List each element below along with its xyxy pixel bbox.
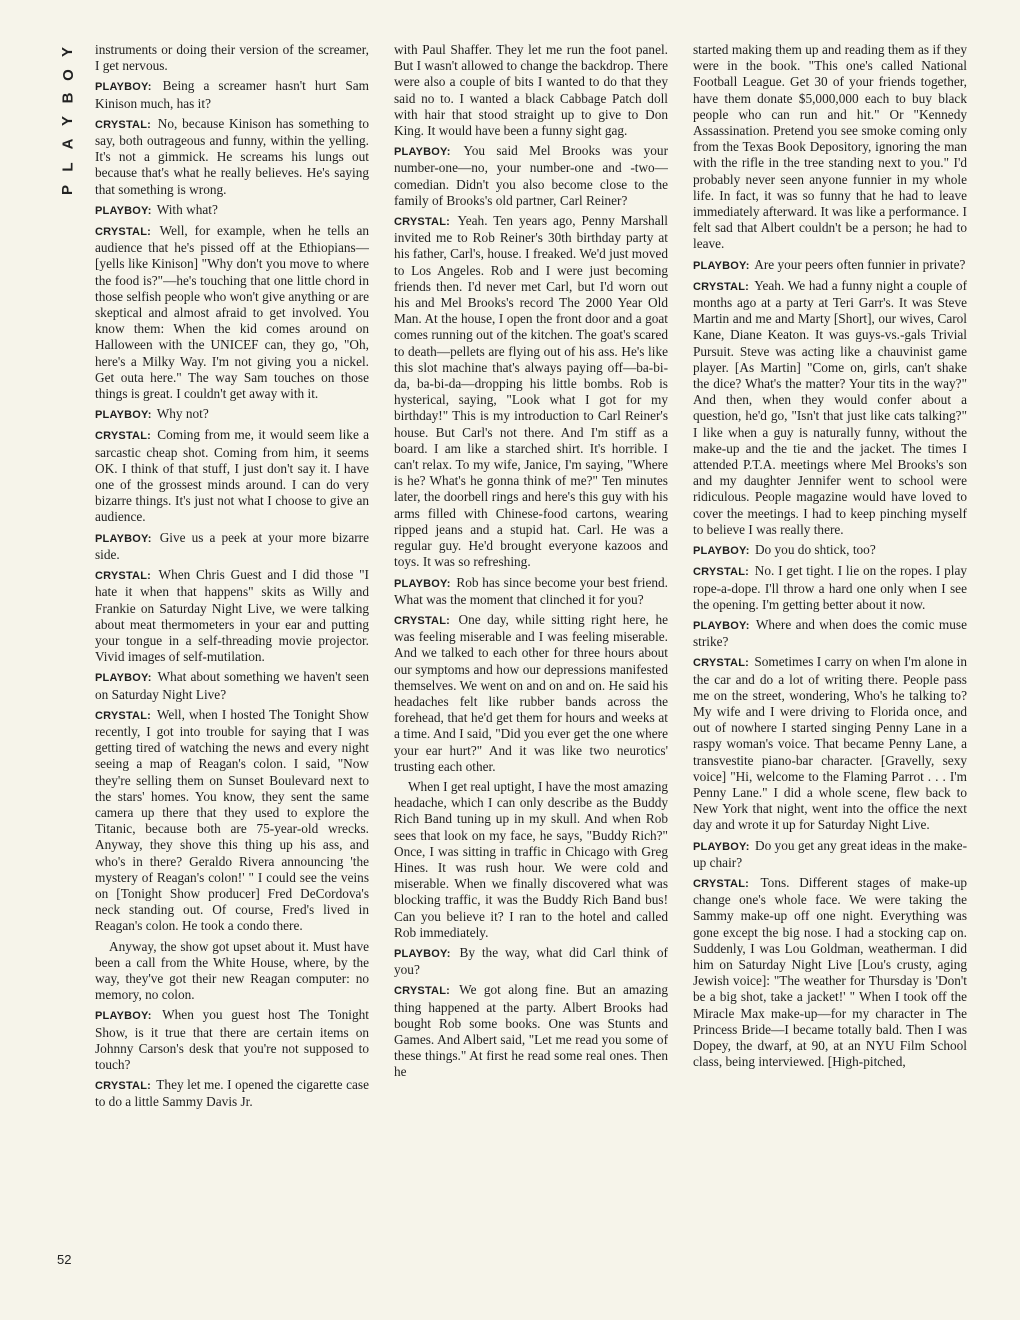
speaker-label: CRYSTAL: bbox=[95, 1080, 151, 1093]
interview-paragraph bbox=[394, 612, 668, 775]
interview-paragraph bbox=[394, 42, 668, 139]
interview-paragraph bbox=[693, 42, 967, 253]
speaker-label: CRYSTAL: bbox=[394, 985, 450, 998]
speaker-label: CRYSTAL: bbox=[394, 216, 450, 229]
paragraph-text: Yeah. We had a funny night a couple of months ago at a party at Teri Garr's. It was Steve Martin and me and Marty [Short], our wives, Carol Kane, Diane Keaton. It was guys-vs.-gals Trivial Pursuit. Steve was acting like a chauvinist game player. [As Martin] "Come on, girls, can't shake the dice? What's the matter? Your tits in the way?" And then, when they would confer about a question, he'd go, "Isn't that just like cats talking?" I like when a guy is naturally funny, without the make-up and the tie and the jacket. The times I attended P.T.A. meetings where Mel Brooks's son and my daughter Jennifer went to school were ridiculous. People magazine would have loved to cover the meetings. I had to keep pinching myself to believe I was really there. bbox=[693, 277, 967, 537]
spine-letter: L bbox=[59, 161, 77, 172]
paragraph-text: Well, when I hosted The Tonight Show recently, I got into trouble for saying that I was getting tired of watching the news and every night seeing a map of Reagan's colon. I said, "Now they're selling them on Sunset Boulevard next to the stars' homes. You know, they sent the same camera up there that they used to explore the Titanic, because both are 75-year-old wrecks. Anyway, they shove this thing up his ass, and who's in there? Geraldo Rivera announcing 'the mystery of Reagan's colon!' " I could see the veins on [Tonight Show producer] Fred DeCordova's neck standing out. Of course, Fred's lived in Reagan's colon. He took a condo there. bbox=[95, 706, 369, 934]
article-columns bbox=[95, 42, 967, 1272]
interview-paragraph bbox=[95, 427, 369, 525]
speaker-label: CRYSTAL: bbox=[95, 570, 151, 583]
interview-paragraph bbox=[95, 42, 369, 74]
paragraph-text: Give us a peek at your more bizarre side. bbox=[95, 529, 369, 562]
interview-paragraph bbox=[693, 617, 967, 650]
speaker-label: CRYSTAL: bbox=[95, 118, 151, 131]
interview-paragraph bbox=[95, 202, 369, 219]
speaker-label: PLAYBOY: bbox=[95, 409, 152, 422]
paragraph-text: Sometimes I carry on when I'm alone in the car and do a lot of writing there. People pass me on the street, wondering, Who's he talking to? My wife and I were driving to Florida once, and out of nowhere I started singing Penny Lane in a raspy woman's voice. That became Penny Lane, a transvestite piano-bar character. [Gravelly, sexy voice] "Hi, welcome to the Flaming Parrot . . . I'm Penny Lane." I did a whole scene, flew back to New York that night, went into the office the next day and wrote it up for Saturday Night Live. bbox=[693, 654, 967, 833]
spine-letter: Y bbox=[59, 114, 77, 127]
paragraph-text: No. I get tight. I lie on the ropes. I play rope-a-dope. I'll throw a hard one only when I see the opening. I'm getting better about it now. bbox=[693, 563, 967, 612]
speaker-label: PLAYBOY: bbox=[95, 81, 152, 94]
column-3 bbox=[693, 42, 967, 1272]
spine-letter: P bbox=[59, 183, 77, 196]
paragraph-text: We got along fine. But an amazing thing happened at the party. Albert Brooks had bought Rob some books. One was Stunts and Games. And Albert said, "Let me read you some of these things." At first he read some real ones. Then he bbox=[394, 982, 668, 1080]
interview-paragraph bbox=[394, 982, 668, 1080]
paragraph-text: started making them up and reading them as if they were in the book. "This one's called National Football League. Get 30 of your friends together, have them donate $5,000,000 each to buy black people who can run and hit." Or "Kennedy Assassination. Pretend you see smoke coming only from the Texas Book Depository, ignoring the man with the rifle in the tree standing next to you." I'd probably never seen anyone funnier in my whole life. In fact, it was so funny that he had to leave immediately afterward. It was like a performance. I felt sad that Albert couldn't be a person; he had to leave. bbox=[693, 42, 967, 252]
paragraph-text: You said Mel Brooks was your number-one—no, your number-one and -two—comedian. Didn't you also become close to the family of Brooks's old partner, Carl Reiner? bbox=[394, 143, 668, 208]
paragraph-text: No, because Kinison has something to say, both outrageous and funny, within the yelling. It's not a gimmick. He screams his lungs out because that's what he really believes. He's saying that something is wrong. bbox=[95, 115, 369, 197]
paragraph-text: Do you do shtick, too? bbox=[754, 542, 876, 558]
column-1 bbox=[95, 42, 369, 1272]
speaker-label: PLAYBOY: bbox=[394, 947, 451, 960]
magazine-spine bbox=[58, 40, 78, 201]
paragraph-text: When I get real uptight, I have the most amazing headache, which I can only describe as the Buddy Rich Band tuning up in my skull. And when Rob sees that look on my face, he says, "Buddy Rich?" Once, I was sitting in traffic in Chicago with Greg Hines. It was rush hour. We were cold and miserable. When we finally discovered what was blocking traffic, it was the Buddy Rich Band bus! Can you believe it? I ran to the hotel and called Rob immediately. bbox=[394, 778, 668, 940]
paragraph-text: Anyway, the show got upset about it. Must have been a call from the White House, where, by the way, they've got their new Reagan computer: no memory, no colon. bbox=[95, 938, 369, 1003]
paragraph-text: When you guest host The Tonight Show, is it true that there are certain items on Johnny Carson's desk that you're not supposed to touch? bbox=[95, 1007, 369, 1072]
speaker-label: CRYSTAL: bbox=[394, 614, 450, 627]
paragraph-text: with Paul Shaffer. They let me run the foot panel. But I wasn't allowed to change the backdrop. There were also a couple of bits I wanted to do that they said no to. I wanted a black Cabbage Patch doll with hair that stood straight up to give to Don King. It would have been a funny sight gag. bbox=[394, 42, 668, 139]
speaker-label: CRYSTAL: bbox=[693, 877, 749, 890]
speaker-label: PLAYBOY: bbox=[693, 259, 750, 272]
page-number: 52 bbox=[57, 1252, 72, 1267]
interview-paragraph bbox=[394, 213, 668, 570]
interview-paragraph bbox=[95, 78, 369, 111]
interview-paragraph bbox=[394, 575, 668, 608]
column-2 bbox=[394, 42, 668, 1272]
paragraph-text: Are your peers often funnier in private? bbox=[754, 256, 966, 272]
paragraph-text: Where and when does the comic muse strike? bbox=[693, 616, 967, 650]
paragraph-text: Do you get any great ideas in the make-up chair? bbox=[693, 837, 967, 870]
paragraph-text: With what? bbox=[156, 201, 218, 217]
paragraph-text: By the way, what did Carl think of you? bbox=[394, 944, 668, 978]
interview-paragraph bbox=[394, 143, 668, 209]
speaker-label: CRYSTAL: bbox=[95, 430, 151, 443]
speaker-label: PLAYBOY: bbox=[693, 840, 750, 853]
paragraph-text: What about something we haven't seen on Saturday Night Live? bbox=[95, 669, 369, 702]
paragraph-text: Coming from me, it would seem like a sarcastic cheap shot. Coming from him, it seems OK. I think of that stuff, I just don't say it. I have one of the grossest minds around. I can do very bizarre things. It's just not what I choose to give an audience. bbox=[95, 427, 369, 525]
interview-paragraph bbox=[95, 1007, 369, 1073]
speaker-label: CRYSTAL: bbox=[95, 226, 151, 239]
speaker-label: PLAYBOY: bbox=[95, 532, 152, 545]
interview-paragraph bbox=[394, 779, 668, 941]
interview-paragraph bbox=[95, 530, 369, 563]
paragraph-text: Yeah. Ten years ago, Penny Marshall invited me to Rob Reiner's 30th birthday party at his father, Carl's, house. I freaked. We'd just moved to Los Angeles. Rob and I were just becoming friends then. I'd never met Carl, but I'd worn out his and Mel Brooks's record The 2000 Year Old Man. At the house, I open the front door and a goat comes running out of the kitchen. The goat's scared to death—pellets are flying out of his ass. He's like this slot machine that's always paying off—ba-bi-da, ba-bi-da—dropping his little bombs. Rob is hysterical, saying, "Look what I got for my birthday!" This is my introduction to Carl Reiner's house. But Carl's not there. And I'm stiff as a board. I am like a starched shirt. It's horrible. I can't relax. To my wife, Janice, I'm saying, "Where is he? What's he gonna think of me?" Ten minutes later, the doorbell rings and here's this guy with his arms filled with Chinese-food cartons, wearing ripped jeans and a stupid hat. Carl. He was a regular guy. He'd brought everyone kazoos and toys. It was so refreshing. bbox=[394, 213, 668, 570]
speaker-label: PLAYBOY: bbox=[394, 577, 451, 590]
interview-paragraph bbox=[95, 567, 369, 665]
interview-paragraph bbox=[693, 563, 967, 613]
interview-paragraph bbox=[693, 838, 967, 871]
interview-paragraph bbox=[693, 654, 967, 833]
speaker-label: PLAYBOY: bbox=[95, 204, 152, 217]
paragraph-text: They let me. I opened the cigarette case to do a little Sammy Davis Jr. bbox=[95, 1077, 369, 1110]
paragraph-text: Tons. Different stages of make-up change one's whole face. We were taking the Sammy make-up off one night. Everything was gone except the big nose. I had a stocking cap on. Suddenly, I was Lou Goldman, weatherman. I did him on Saturday Night Live [Lou's crusty, aging Jewish voice]: "The weather for Thursday is 'Don't be a big shot, take a jacket!' " When I took off the Miracle Max make-up—for my character in The Princess Bride—I became totally bald. Then I was Dopey, the dwarf, at 90, at an NYU Film School class, being interviewed. [High-pitched, bbox=[693, 874, 967, 1070]
interview-paragraph bbox=[394, 945, 668, 978]
speaker-label: PLAYBOY: bbox=[95, 1010, 152, 1023]
interview-paragraph bbox=[95, 223, 369, 402]
speaker-label: CRYSTAL: bbox=[693, 657, 749, 670]
paragraph-text: Well, for example, when he tells an audience that he's pissed off at the Ethiopians—[yells like Kinison] "Why don't you move to where the food is?"—he's touching that one little chord in those selfish people who won't give anything or are skeptical and almost afraid to get involved. You know them: When the kid comes around on Halloween with the UNICEF can, they go, "Oh, here's a Milky Way. I'm not giving you a nickel. Get outa here." The way Sam touches on those things is great. I couldn't get away with it. bbox=[95, 223, 369, 402]
interview-paragraph bbox=[693, 875, 967, 1070]
interview-paragraph bbox=[95, 1077, 369, 1110]
interview-paragraph bbox=[693, 542, 967, 559]
speaker-label: CRYSTAL: bbox=[693, 566, 749, 579]
spine-letter: Y bbox=[59, 45, 77, 58]
speaker-label: PLAYBOY: bbox=[394, 146, 451, 159]
interview-paragraph bbox=[693, 278, 967, 538]
interview-paragraph bbox=[95, 116, 369, 198]
interview-paragraph bbox=[95, 939, 369, 1004]
speaker-label: PLAYBOY: bbox=[693, 619, 750, 632]
interview-paragraph bbox=[95, 406, 369, 423]
paragraph-text: One day, while sitting right here, he was feeling miserable and I was feeling miserable. And we talked to each other for three hours about our symptoms and how our depressions manifested themselves. We went on and on and on. He said his headaches felt like rubber bands across the forehead, that he'd get them for hours and weeks at a time. And I said, "Did you ever get the one where your ear hurt?" And it was like two neurotics' trusting each other. bbox=[394, 611, 668, 774]
interview-paragraph bbox=[693, 257, 967, 274]
spine-letter: A bbox=[59, 137, 77, 150]
paragraph-text: instruments or doing their version of the screamer, I get nervous. bbox=[95, 42, 369, 74]
interview-paragraph bbox=[95, 669, 369, 702]
spine-letter: B bbox=[59, 91, 77, 104]
speaker-label: CRYSTAL: bbox=[693, 280, 749, 293]
interview-paragraph bbox=[95, 707, 369, 935]
paragraph-text: Being a screamer hasn't hurt Sam Kinison much, has it? bbox=[95, 78, 369, 111]
speaker-label: PLAYBOY: bbox=[693, 545, 750, 558]
paragraph-text: When Chris Guest and I did those "I hate it when that happens" skits as Willy and Frankie on Saturday Night Live, we were talking about meat thermometers in your ear and putting your tongue in a self-threading movie projector. Vivid images of self-mutilation. bbox=[95, 567, 369, 665]
paragraph-text: Why not? bbox=[156, 406, 209, 422]
spine-letter: O bbox=[59, 68, 77, 81]
speaker-label: PLAYBOY: bbox=[95, 672, 152, 685]
paragraph-text: Rob has since become your best friend. What was the moment that clinched it for you? bbox=[394, 574, 668, 607]
speaker-label: CRYSTAL: bbox=[95, 709, 151, 722]
